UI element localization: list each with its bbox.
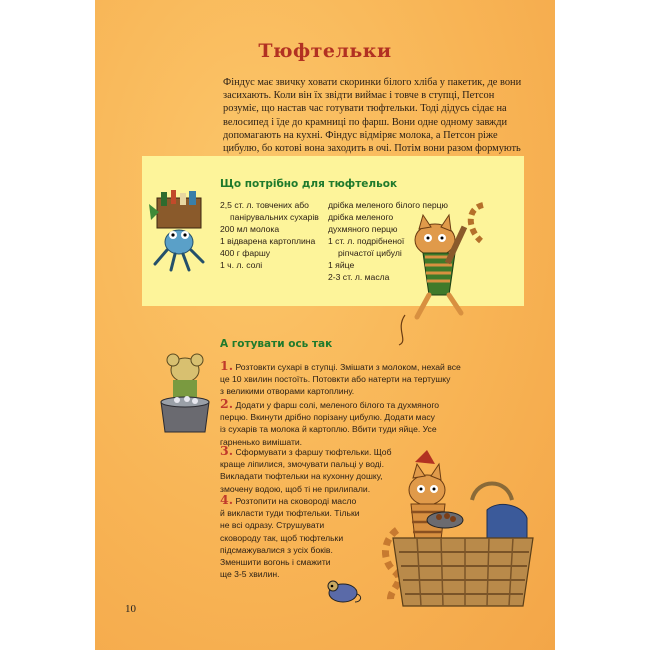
cat-with-basket-illustration <box>377 460 537 610</box>
ingredient-item: 2-3 ст. л. масла <box>328 272 390 282</box>
step-text: з великими отворами картоплину. <box>220 386 355 397</box>
method-step-4 <box>220 494 360 580</box>
step-number: 1. <box>220 358 234 373</box>
ingredient-item: 1 ст. л. подрібненої <box>328 236 405 246</box>
method-step-1 <box>220 360 461 398</box>
step-text: Сформувати з фаршу тюфтельки. Щоб <box>235 447 392 457</box>
recipe-page <box>95 0 555 650</box>
ingredient-item: дрібка меленого <box>328 212 394 222</box>
ingredient-item: 200 мл молока <box>220 224 280 234</box>
ingredient-item: 400 г фаршу <box>220 248 271 258</box>
step-number: 2. <box>220 396 234 411</box>
frog-with-groceries-illustration <box>147 190 215 272</box>
method-step-2 <box>220 398 439 448</box>
small-mouse-illustration <box>323 578 363 604</box>
step-number: 4. <box>220 492 234 507</box>
method-title: А готувати ось так <box>220 338 333 350</box>
ingredient-item: ріпчастої цибулі <box>338 248 402 258</box>
method-step-3 <box>220 445 392 495</box>
striped-cat-with-masher-illustration <box>395 205 495 345</box>
ingredient-item: 1 яйце <box>328 260 355 270</box>
step-text: змочену водою, щоб ті не прилипали. <box>220 483 371 494</box>
step-text: із сухарів та молока й картоплю. Вбити туди яйце. Усе <box>220 424 437 435</box>
step-number: 3. <box>220 443 234 458</box>
step-text: підсмажувалися з усіх боків. <box>220 544 333 555</box>
ingredient-item: 2,5 ст. л. товчених або <box>220 200 309 210</box>
step-text: й викласти туди тюфтельки. Тільки <box>220 508 360 519</box>
ingredient-item: дрібка меленого білого перцю <box>328 200 448 210</box>
ingredients-title: Що потрібно для тюфтельок <box>220 178 398 190</box>
mouse-with-pot-illustration <box>155 352 217 438</box>
step-text: гарненько вимішати. <box>220 436 303 447</box>
step-text: Додати у фарш солі, меленого білого та духмяного <box>235 400 440 410</box>
step-text: Розтопити на сковороді масло <box>235 496 357 506</box>
step-text: краще ліпилися, змочувати пальці у воді. <box>220 459 384 470</box>
step-text: перцю. Вкинути дрібно порізану цибулю. Додати масу <box>220 412 435 423</box>
intro-paragraph: Фіндус має звичку ховати скоринки білого хліба у пакетик, де вони засихають. Коли він їх звідти виймає і товче в ступці, Петсон розуміє, що настав час готувати тюфтельки. Тоді дідусь сідає на велосипед і їде до крамниці по фарш. Вони одне одному завжди допомагають на кухні. Фіндус відміряє молока, а Петсон ріже цибулю, бо котові вона заходить в очі. Потім вони разом формують <box>223 77 522 155</box>
page-number: 10 <box>125 603 136 615</box>
step-text: не всі одразу. Струшувати <box>220 520 325 531</box>
step-text: ще 3-5 хвилин. <box>220 569 280 580</box>
page-title: Тюфтельки <box>258 40 392 62</box>
step-text: Зменшити вогонь і смажити <box>220 557 331 568</box>
step-text: сковороду так, щоб тюфтельки <box>220 532 344 543</box>
step-text: це 10 хвилин постоїть. Потовкти або натерти на тертушку <box>220 374 451 385</box>
ingredients-column-1 <box>220 199 319 271</box>
ingredient-item: панірувальних сухарів <box>230 212 319 222</box>
ingredient-item: духмяного перцю <box>328 224 398 234</box>
step-text: Викладати тюфтельки на кухонну дошку, <box>220 471 383 482</box>
step-text: Розтовкти сухарі в ступці. Змішати з молоком, нехай все <box>235 362 461 372</box>
ingredient-item: 1 відварена картоплина <box>220 236 316 246</box>
ingredient-item: 1 ч. л. солі <box>220 260 263 270</box>
